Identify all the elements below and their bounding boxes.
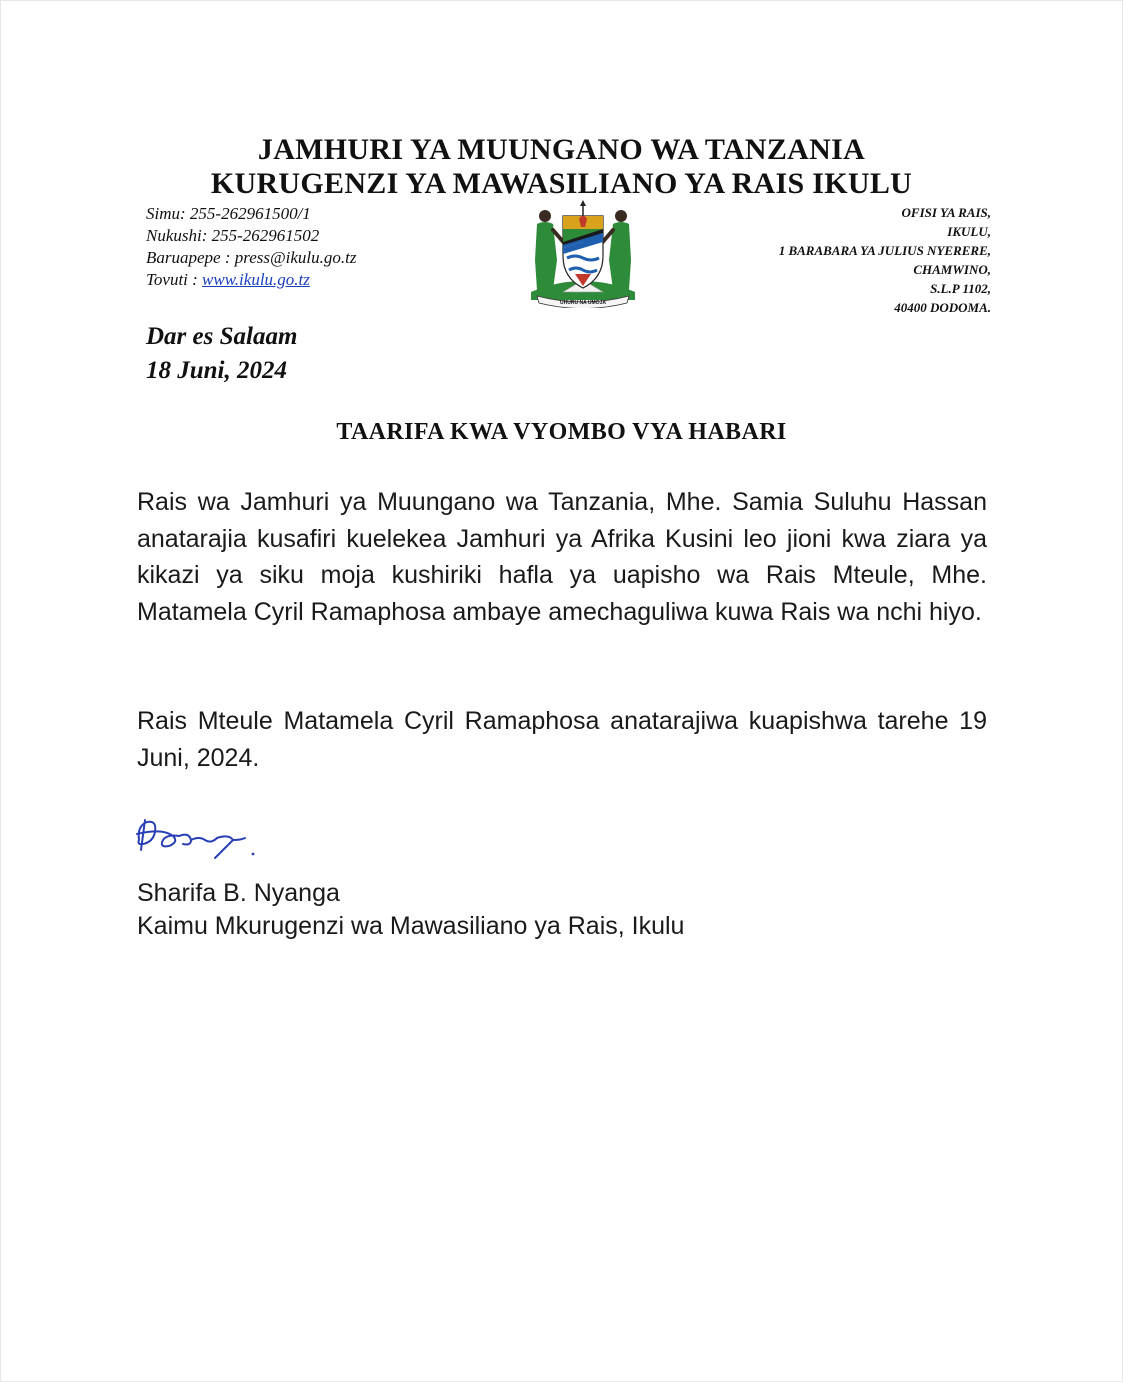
email-address: Baruapepe : press@ikulu.go.tz — [146, 248, 357, 267]
place-date-block — [146, 320, 297, 388]
document-title: TAARIFA KWA VYOMBO VYA HABARI — [336, 419, 787, 445]
website-label: Tovuti : — [146, 270, 203, 289]
address-line-ikulu: IKULU, — [947, 224, 991, 239]
emblem-motto: UHURU NA UMOJA — [560, 300, 606, 306]
coat-of-arms-icon — [523, 200, 643, 308]
header-line-2: KURUGENZI YA MAWASILIANO YA RAIS IKULU — [210, 167, 913, 200]
header-line-1: JAMHURI YA MUUNGANO WA TANZANIA — [257, 133, 866, 166]
postal-address — [779, 203, 991, 317]
signer-position: Kaimu Mkurugenzi wa Mawasiliano ya Rais, Ikulu — [137, 912, 685, 940]
address-line-street: 1 BARABARA YA JULIUS NYERERE, — [778, 243, 991, 258]
address-line-city: 40400 DODOMA. — [894, 300, 991, 315]
address-line-pobox: S.L.P 1102, — [930, 281, 991, 296]
phone-number: Simu: 255-262961500/1 — [146, 204, 311, 223]
body-paragraph-2: Rais Mteule Matamela Cyril Ramaphosa anatarajiwa kuapishwa tarehe 19 Juni, 2024. — [137, 707, 987, 772]
address-line-town: CHAMWINO, — [913, 262, 991, 277]
handwritten-signature — [133, 810, 263, 870]
fax-number: Nukushi: 255-262961502 — [146, 226, 320, 245]
website-link[interactable]: www.ikulu.go.tz — [202, 270, 310, 289]
website-line — [146, 269, 356, 291]
place: Dar es Salaam — [146, 323, 298, 350]
contact-block — [146, 203, 356, 291]
address-line-office: OFISI YA RAIS, — [901, 205, 991, 220]
signer-name: Sharifa B. Nyanga — [137, 879, 340, 907]
body-paragraph-1: Rais wa Jamhuri ya Muungano wa Tanzania, Mhe. Samia Suluhu Hassan anatarajia kusafiri kuelekea Jamhuri ya Afrika Kusini leo jioni kwa ziara ya kikazi ya siku moja kushiriki hafla ya uapisho wa Rais Mteule, Mhe. Matamela Cyril Ramaphosa ambaye amechaguliwa kuwa Rais wa nchi hiyo. — [137, 488, 987, 626]
date: 18 Juni, 2024 — [146, 357, 288, 384]
signer-block — [137, 877, 684, 943]
